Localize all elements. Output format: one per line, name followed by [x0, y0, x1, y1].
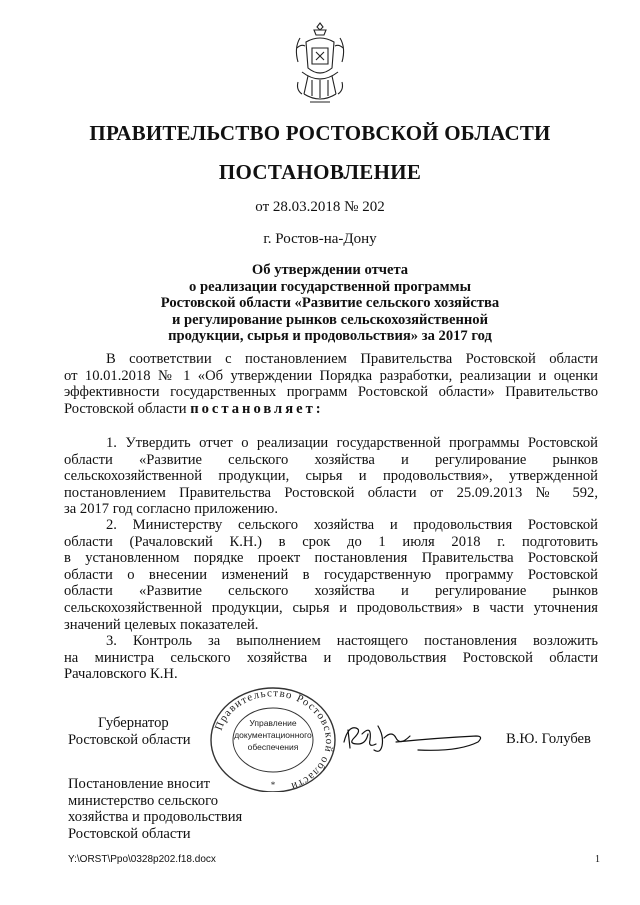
preamble-line: от 10.01.2018 № 1 «Об утверждении Порядка разработки, реализации и оценки: [64, 367, 598, 384]
preamble-paragraph: [64, 351, 598, 417]
item-line: значений целевых показателей.: [64, 616, 259, 633]
stamp-center-line: Управление: [249, 718, 297, 728]
item-line: области о внесении изменений в государственную программу Ростовской: [64, 566, 598, 583]
submitted-by: [68, 776, 242, 842]
preamble-line: эффективности государственных программ Ростовской области» Правительство: [64, 384, 598, 401]
document-date-number: от 28.03.2018 № 202: [255, 199, 385, 215]
decree-item-3: [64, 633, 598, 683]
item-line: 1. Утвердить отчет о реализации государственной программы Ростовской: [106, 435, 598, 451]
handwritten-signature-icon: [338, 712, 488, 758]
stamp-center-line: документационного: [234, 730, 312, 740]
item-line: за 2017 год согласно приложению.: [64, 501, 278, 518]
item-line: области (Рачаловский К.Н.) в срок до 1 июля 2018 г. подготовить: [64, 533, 598, 550]
item-line: области «Развитие сельского хозяйства и регулирование рынков: [64, 451, 598, 468]
document-city: г. Ростов-на-Дону: [263, 231, 377, 247]
government-title: ПРАВИТЕЛЬСТВО РОСТОВСКОЙ ОБЛАСТИ: [89, 121, 551, 145]
page-number: 1: [595, 854, 600, 865]
submitted-by-line: министерство сельского: [68, 792, 218, 809]
subject-line: и регулирование рынков сельскохозяйственной: [172, 311, 488, 328]
item-line: сельскохозяйственной продукции, сырья и продовольствия» в части уточнения: [64, 599, 598, 616]
item-line: Рачаловского К.Н.: [64, 666, 178, 683]
submitted-by-line: хозяйства и продовольствия: [68, 809, 243, 826]
signer-position-line: Ростовской области: [68, 731, 191, 748]
item-line: в установленном порядке проект постановления Правительства Ростовской: [64, 550, 598, 567]
item-line: области «Развитие сельского хозяйства и регулирование рынков: [64, 583, 598, 600]
decree-item-2: [64, 517, 598, 633]
signer-position: [68, 715, 191, 748]
preamble-last-prefix: Ростовской области: [64, 400, 187, 417]
document-type: ПОСТАНОВЛЕНИЕ: [218, 160, 422, 184]
stamp-ring-text: Правительство Ростовской области: [212, 687, 336, 792]
svg-text:*: *: [270, 780, 276, 790]
item-line: сельскохозяйственной продукции, сырья и продовольствия», утвержденной: [64, 468, 598, 485]
decree-word: постановляет:: [190, 400, 324, 417]
signer-name: В.Ю. Голубев: [506, 731, 591, 747]
subject-line: Об утверждении отчета: [251, 262, 409, 278]
document-subject: [0, 262, 640, 345]
decree-item-1: [64, 435, 598, 518]
submitted-by-line: Постановление вносит: [68, 776, 211, 792]
stamp-center-line: обеспечения: [247, 742, 299, 752]
subject-line: продукции, сырья и продовольствия» за 2017 год: [168, 328, 492, 344]
submitted-by-line: Ростовской области: [68, 825, 191, 842]
item-line: 3. Контроль за выполнением настоящего постановления возложить: [106, 633, 598, 649]
subject-line: Ростовской области «Развитие сельского хозяйства: [160, 295, 500, 311]
preamble-line: В соответствии с постановлением Правительства Ростовской области: [106, 351, 598, 367]
item-line: постановлением Правительства Ростовской области от 25.09.2013 № 592,: [64, 484, 598, 501]
footer-file-path: Y:\ORST\Ppo\0328p202.f18.docx: [68, 854, 216, 865]
subject-line: о реализации государственной программы: [189, 278, 471, 295]
item-line: 2. Министерству сельского хозяйства и продовольствия Ростовской: [106, 517, 598, 533]
signer-position-line: Губернатор: [98, 715, 169, 731]
preamble-line-last: [64, 401, 598, 418]
coat-of-arms-icon: [292, 20, 348, 110]
item-line: на министра сельского хозяйства и продовольствия Ростовской области: [64, 649, 598, 666]
